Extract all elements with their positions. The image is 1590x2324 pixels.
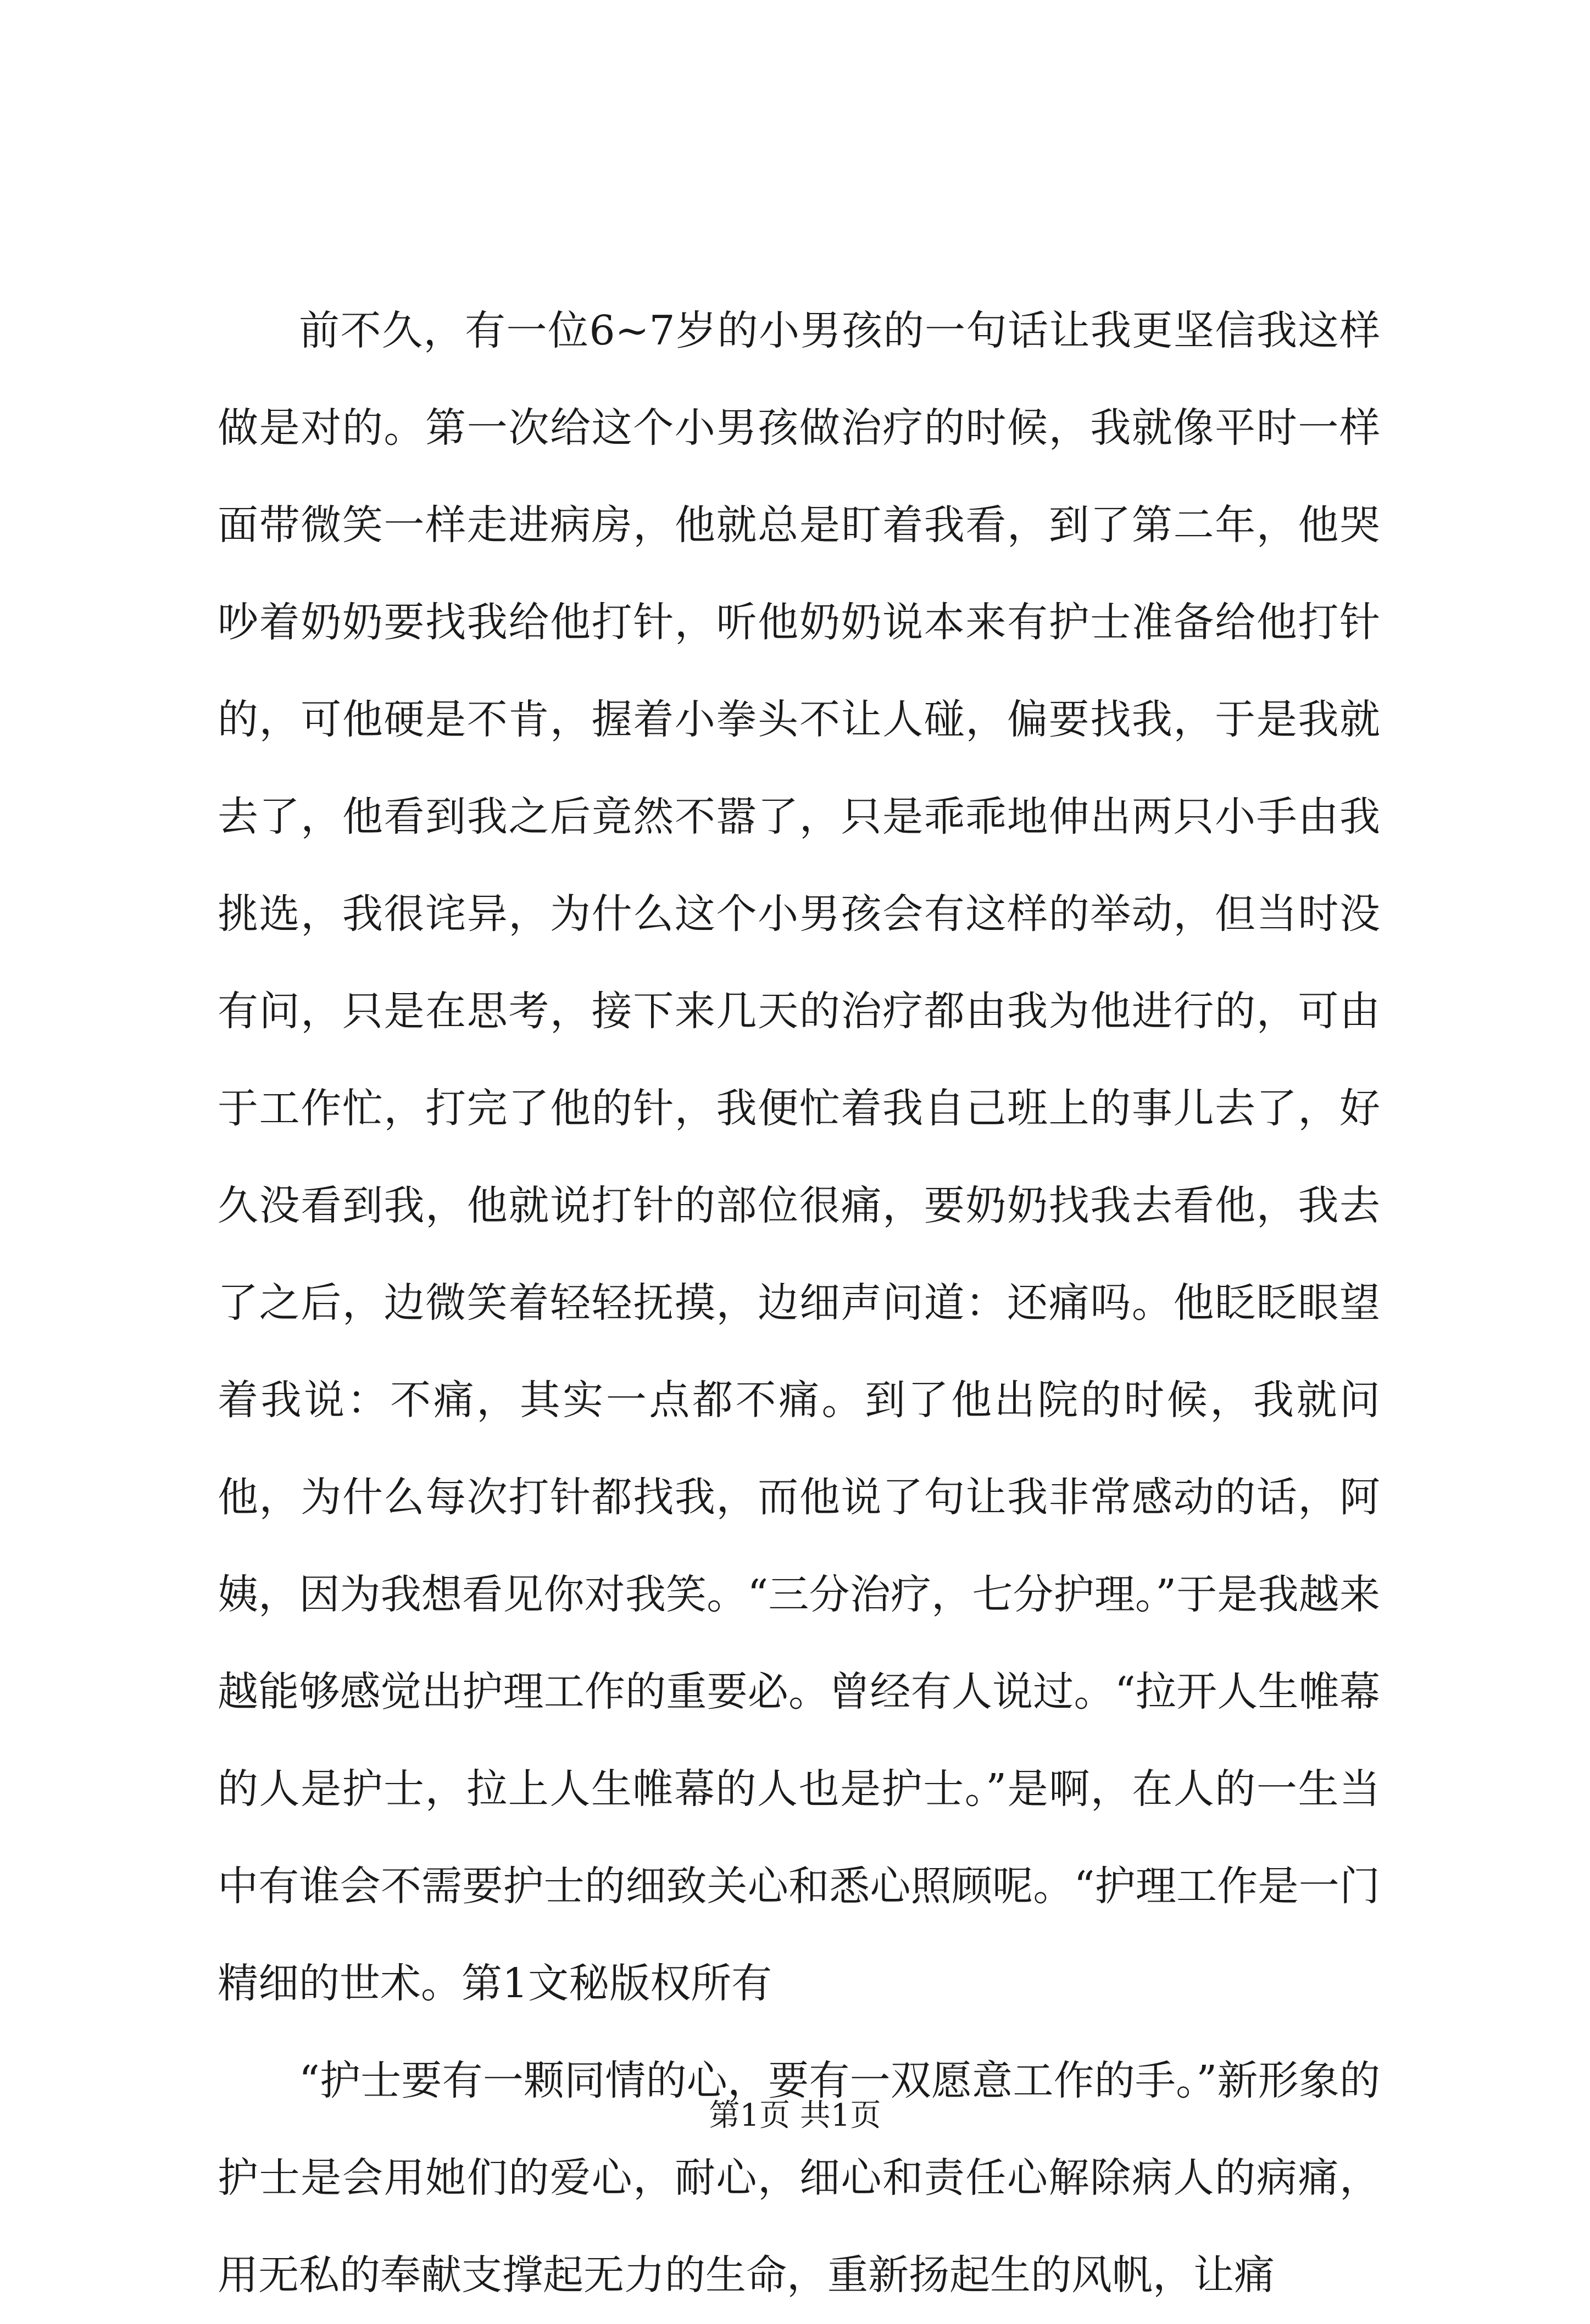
page-footer: 第1页 共1页 <box>709 2098 881 2133</box>
paragraph: 前不久，有一位6~7岁的小男孩的一句话让我更坚信我这样做是对的。第一次给这个小男孩做治疗的时候，我就像平时一样面带微笑一样走进病房，他就总是盯着我看，到了第二年，他哭吵着奶奶要找我给他打针，听他奶奶说本来有护士准备给他打针的，可他硬是不肯，握着小拳头不让人碰，偏要找我，于是我就去了，他看到我之后竟然不嚣了，只是乖乖地伸出两只小手由我挑选，我很诧异，为什么这个小男孩会有这样的举动，但当时没有问，只是在思考，接下来几天的治疗都由我为他进行的，可由于工作忙，打完了他的针，我便忙着我自己班上的事儿去了，好久没看到我，他就说打针的部位很痛，要奶奶找我去看他，我去了之后，边微笑着轻轻抚摸，边细声问道：还痛吗。他眨眨眼望着我说：不痛，其实一点都不痛。到了他出院的时候，我就问他，为什么每次打针都找我，而他说了句让我非常感动的话，阿姨，因为我想看见你对我笑。“三分治疗，七分护理。”于是我越来越能够感觉出护理工作的重要必。曾经有人说过。“拉开人生帷幕的人是护士，拉上人生帷幕的人也是护士。”是啊，在人的一生当中有谁会不需要护士的细致关心和悉心照顾呢。“护理工作是一门精细的世术。第1文秘版权所有 <box>218 307 1380 2007</box>
paragraph: “护士要有一颗同情的心，要有一双愿意工作的手。”新形象的护士是会用她们的爱心，耐心，细心和责任心解除病人的病痛，用无私的奉献支撑起无力的生命，重新扬起生的风帆，让痛 <box>218 2057 1380 2299</box>
document-body <box>218 282 1380 2324</box>
